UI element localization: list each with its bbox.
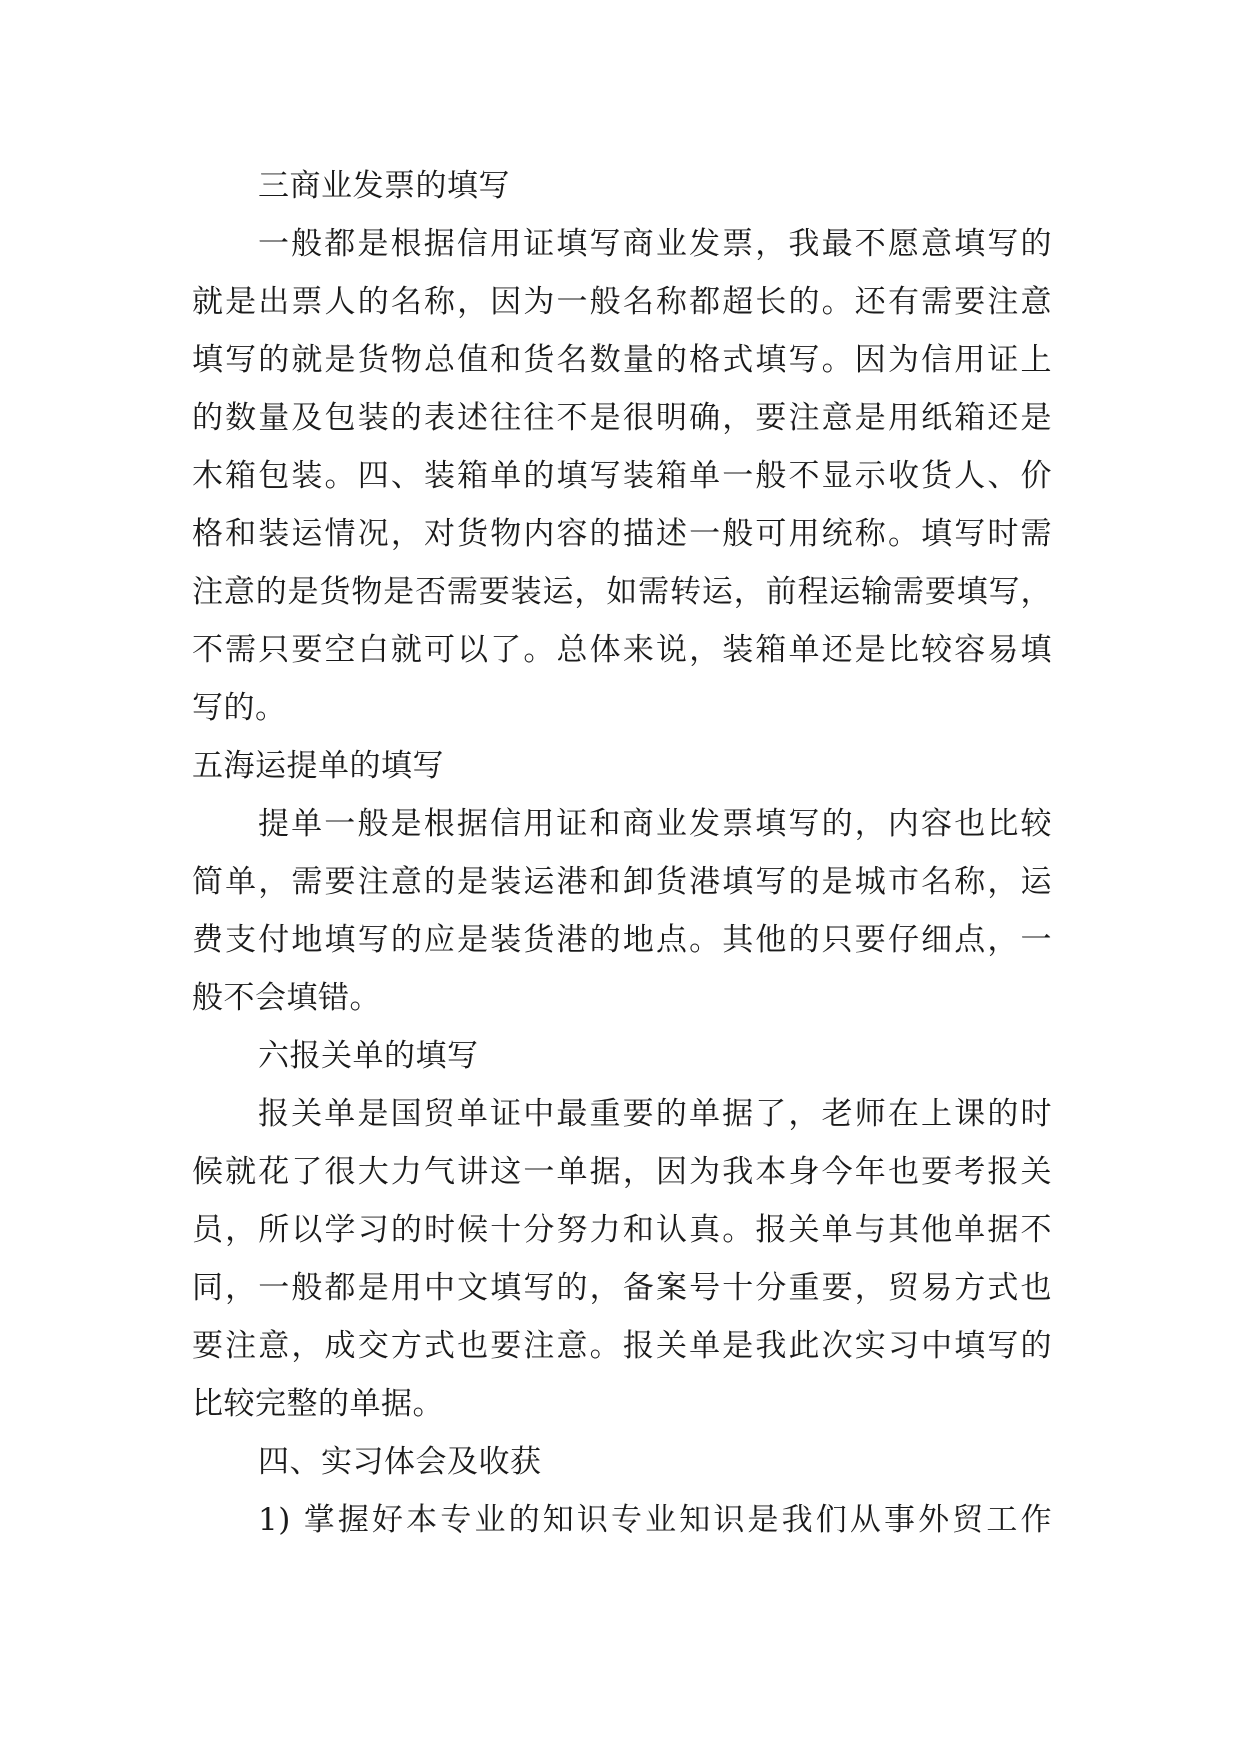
paragraph-line: 就是出票人的名称，因为一般名称都超长的。还有需要注意 bbox=[192, 284, 1052, 320]
paragraph-line: 比较完整的单据。 bbox=[192, 1386, 444, 1422]
section-heading-internship-reflections: 四、实习体会及收获 bbox=[258, 1444, 542, 1480]
paragraph-line: 写的。 bbox=[192, 690, 287, 726]
paragraph-line: 员，所以学习的时候十分努力和认真。报关单与其他单据不 bbox=[192, 1212, 1052, 1248]
paragraph-line: 格和装运情况，对货物内容的描述一般可用统称。填写时需 bbox=[192, 516, 1052, 552]
paragraph-line: 木箱包装。四、装箱单的填写装箱单一般不显示收货人、价 bbox=[192, 458, 1052, 494]
section-heading-customs-declaration: 六报关单的填写 bbox=[258, 1038, 479, 1074]
paragraph-line: 1) 掌握好本专业的知识专业知识是我们从事外贸工作 bbox=[258, 1502, 1052, 1538]
paragraph-line: 提单一般是根据信用证和商业发票填写的，内容也比较 bbox=[258, 806, 1052, 842]
paragraph-line: 同，一般都是用中文填写的，备案号十分重要，贸易方式也 bbox=[192, 1270, 1052, 1306]
paragraph-line: 般不会填错。 bbox=[192, 980, 381, 1016]
paragraph-line: 的数量及包装的表述往往不是很明确，要注意是用纸箱还是 bbox=[192, 400, 1052, 436]
paragraph-line: 不需只要空白就可以了。总体来说，装箱单还是比较容易填 bbox=[192, 632, 1052, 668]
paragraph-line: 填写的就是货物总值和货名数量的格式填写。因为信用证上 bbox=[192, 342, 1052, 378]
paragraph-line: 注意的是货物是否需要装运，如需转运，前程运输需要填写， bbox=[192, 574, 1052, 610]
paragraph-line: 报关单是国贸单证中最重要的单据了，老师在上课的时 bbox=[258, 1096, 1052, 1132]
paragraph-line: 一般都是根据信用证填写商业发票，我最不愿意填写的 bbox=[258, 226, 1052, 262]
section-heading-commercial-invoice: 三商业发票的填写 bbox=[258, 168, 510, 204]
paragraph-line: 费支付地填写的应是装货港的地点。其他的只要仔细点，一 bbox=[192, 922, 1052, 958]
paragraph-line: 候就花了很大力气讲这一单据，因为我本身今年也要考报关 bbox=[192, 1154, 1052, 1190]
paragraph-line: 简单，需要注意的是装运港和卸货港填写的是城市名称，运 bbox=[192, 864, 1052, 900]
paragraph-line: 要注意，成交方式也要注意。报关单是我此次实习中填写的 bbox=[192, 1328, 1052, 1364]
section-heading-bill-of-lading: 五海运提单的填写 bbox=[192, 748, 444, 784]
